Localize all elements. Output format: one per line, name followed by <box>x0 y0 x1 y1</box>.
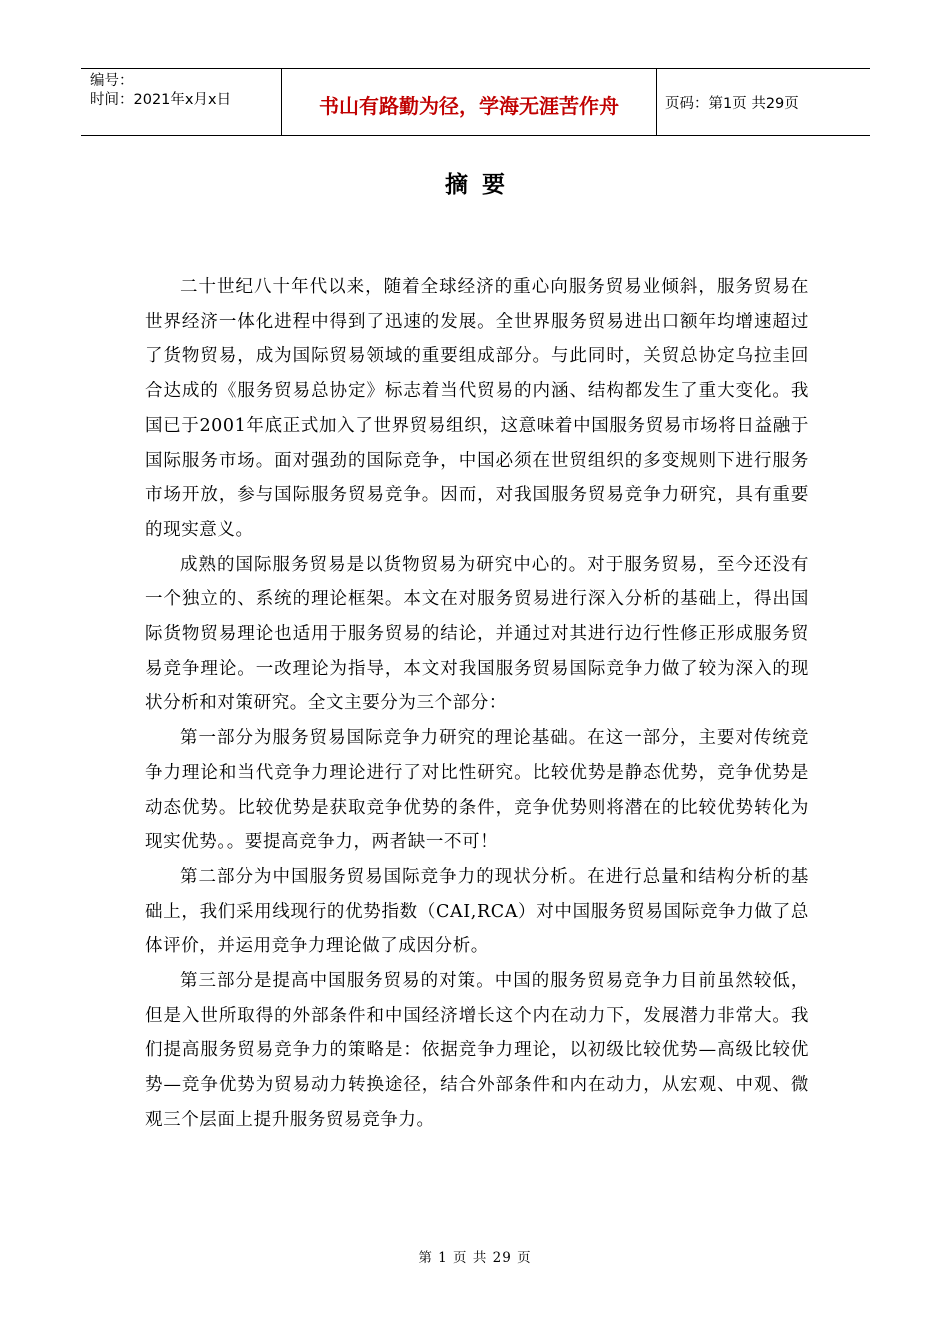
paragraph: 成熟的国际服务贸易是以货物贸易为研究中心的。对于服务贸易，至今还没有一个独立的、系统的理论框架。本文在对服务贸易进行深入分析的基础上，得出国际货物贸易理论也适用于服务贸易的结论，并通过对其进行边行性修正形成服务贸易竞争理论。一改理论为指导，本文对我国服务贸易国际竞争力做了较为深入的现状分析和对策研究。全文主要分为三个部分： <box>145 554 809 714</box>
paragraph: 二十世纪八十年代以来，随着全球经济的重心向服务贸易业倾斜，服务贸易在世界经济一体化进程中得到了迅速的发展。全世界服务贸易进出口额年均增速超过了货物贸易，成为国际贸易领域的重要组成部分。与此同时，关贸总协定乌拉圭回合达成的《服务贸易总协定》标志着当代贸易的内涵、结构都发生了重大变化。我国已于2001年底正式加入了世界贸易组织，这意味着中国服务贸易市场将日益融于国际服务市场。面对强劲的国际竞争，中国必须在世贸组织的多变规则下进行服务市场开放，参与国际服务贸易竞争。因而，对我国服务贸易竞争力研究，具有重要的现实意义。 <box>145 277 809 540</box>
page-title: 摘要 <box>445 172 519 198</box>
document-number-label: 编号： <box>90 73 134 89</box>
document-date: 时间：2021年x月x日 <box>90 92 232 108</box>
header-page-info: 页码：第1页 共29页 <box>665 95 799 112</box>
header-motto: 书山有路勤为径，学海无涯苦作舟 <box>281 69 657 135</box>
paragraph: 第三部分是提高中国服务贸易的对策。中国的服务贸易竞争力目前虽然较低，但是入世所取得的外部条件和中国经济增长这个内在动力下，发展潜力非常大。我们提高服务贸易竞争力的策略是：依据竞争力理论，以初级比较优势—高级比较优势—竞争优势为贸易动力转换途径，结合外部条件和内在动力，从宏观、中观、微观三个层面上提升服务贸易竞争力。 <box>145 971 809 1130</box>
paragraph: 第一部分为服务贸易国际竞争力研究的理论基础。在这一部分，主要对传统竞争力理论和当代竞争力理论进行了对比性研究。比较优势是静态优势，竞争优势是动态优势。比较优势是获取竞争优势的条件，竞争优势则将潜在的比较优势转化为现实优势。。要提高竞争力，两者缺一不可！ <box>145 728 809 853</box>
header-meta <box>81 69 281 135</box>
abstract-body <box>145 270 809 1138</box>
paragraph: 第二部分为中国服务贸易国际竞争力的现状分析。在进行总量和结构分析的基础上，我们采用线现行的优势指数（CAI,RCA）对中国服务贸易国际竞争力做了总体评价，并运用竞争力理论做了成因分析。 <box>145 866 809 957</box>
page-footer: 第 1 页 共 29 页 <box>418 1250 532 1266</box>
page-header <box>81 68 870 136</box>
